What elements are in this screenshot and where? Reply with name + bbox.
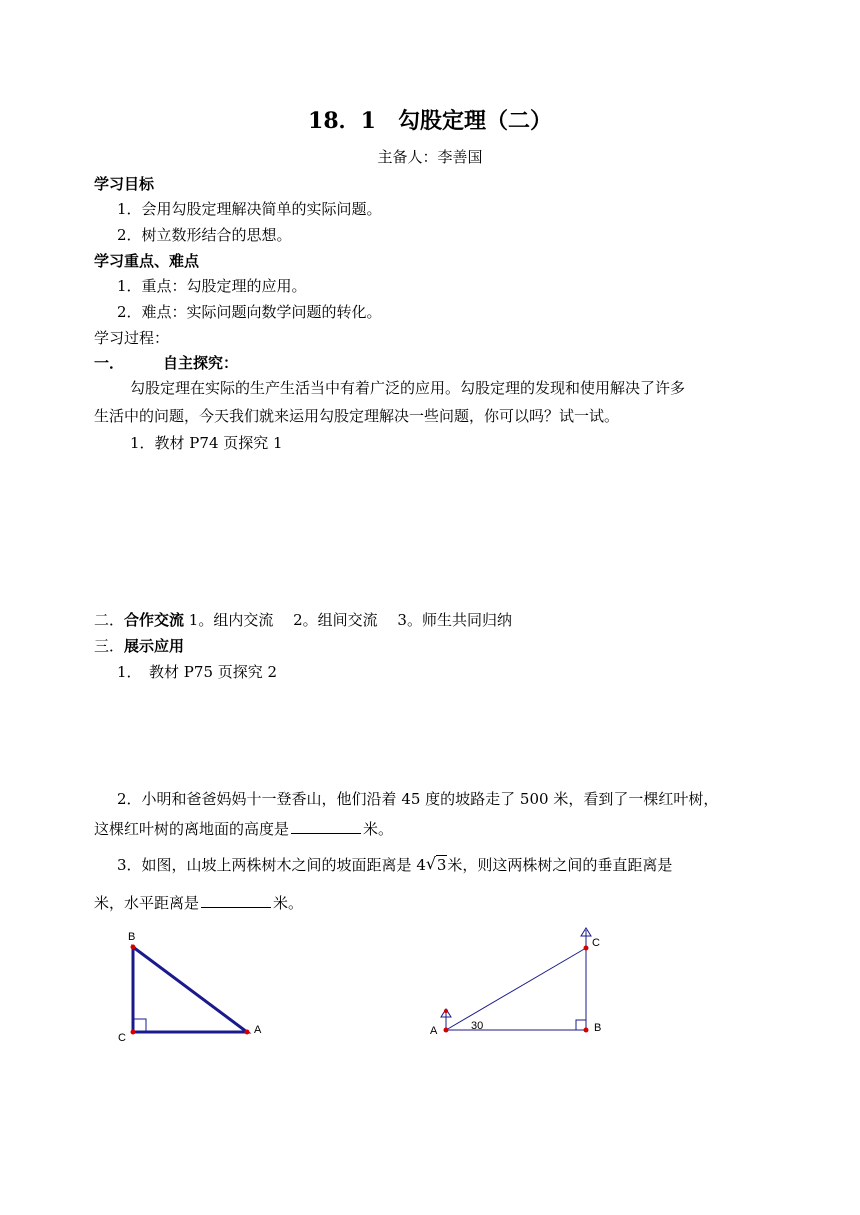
section-2-number: 二． bbox=[94, 611, 125, 629]
label-a: A bbox=[430, 1025, 438, 1037]
question-3-line-1 bbox=[117, 854, 673, 874]
question-2-line-2 bbox=[94, 819, 393, 837]
angle-label: 30 bbox=[471, 1020, 484, 1032]
triangle-bca bbox=[133, 947, 247, 1032]
label-b: B bbox=[594, 1022, 602, 1034]
author-line: 主备人：李善国 bbox=[377, 148, 483, 166]
question-2-unit: 米。 bbox=[363, 820, 394, 838]
label-a: A bbox=[254, 1024, 262, 1036]
question-3-text-c: 米，水平距离是 bbox=[94, 894, 200, 912]
section-2-title: 合作交流 bbox=[124, 611, 185, 629]
question-3-text-a: 3．如图，山坡上两株树木之间的坡面距离是 4 bbox=[117, 856, 426, 874]
question-3-unit: 米。 bbox=[273, 894, 304, 912]
vertex-a bbox=[444, 1028, 449, 1033]
question-3-line-2 bbox=[94, 893, 303, 911]
question-3-text-b: 米，则这两株树之间的垂直距离是 bbox=[447, 856, 673, 874]
intro-line-2: 生活中的问题，今天我们就来运用勾股定理解决一些问题，你可以吗？试一试。 bbox=[94, 407, 620, 425]
tree-a-dot bbox=[444, 1009, 448, 1013]
side-ac bbox=[446, 948, 586, 1030]
section-1-title: 自主探究： bbox=[163, 354, 239, 372]
label-b: B bbox=[128, 931, 136, 943]
section-2 bbox=[94, 613, 512, 628]
label-c: C bbox=[118, 1032, 126, 1044]
vertex-a bbox=[245, 1030, 250, 1035]
goal-2: 2．树立数形结合的思想。 bbox=[117, 226, 292, 244]
right-triangle-figure bbox=[425, 920, 610, 1045]
vertex-b bbox=[131, 945, 136, 950]
key-heading: 学习重点、难点 bbox=[94, 252, 200, 270]
key-2: 2．难点：实际问题向数学问题的转化。 bbox=[117, 303, 382, 321]
sqrt-expression: √ 3 bbox=[425, 854, 447, 874]
intro-line-1: 勾股定理在实际的生产生活当中有着广泛的应用。勾股定理的发现和使用解决了许多 bbox=[130, 379, 686, 397]
goal-1: 1．会用勾股定理解决简单的实际问题。 bbox=[117, 200, 382, 218]
label-c: C bbox=[592, 937, 600, 949]
section-2-items: 1。组内交流 2。组间交流 3。师生共同归纳 bbox=[184, 611, 512, 629]
process-label: 学习过程： bbox=[94, 329, 170, 347]
vertex-b bbox=[584, 1028, 589, 1033]
question-2-line-1: 2．小明和爸爸妈妈十一登香山，他们沿着 45 度的坡路走了 500 米，看到了一棵红叶树， bbox=[117, 790, 719, 808]
application-1: 1． 教材 P75 页探究 2 bbox=[117, 663, 278, 681]
answer-blank bbox=[291, 819, 361, 834]
key-1: 1．重点：勾股定理的应用。 bbox=[117, 277, 307, 295]
left-triangle-figure bbox=[110, 925, 270, 1050]
section-3-number: 三． bbox=[94, 637, 125, 655]
answer-blank bbox=[201, 893, 271, 908]
explore-1: 1．教材 P74 页探究 1 bbox=[130, 434, 283, 452]
question-2-text: 这棵红叶树的离地面的高度是 bbox=[94, 820, 290, 838]
page-title: 18．1 勾股定理（二） bbox=[308, 108, 552, 134]
vertex-c bbox=[131, 1030, 136, 1035]
section-1-number: 一． bbox=[94, 354, 125, 372]
right-angle-mark bbox=[133, 1019, 146, 1032]
goals-heading: 学习目标 bbox=[94, 175, 155, 193]
section-3-title: 展示应用 bbox=[124, 637, 185, 655]
section-3 bbox=[94, 639, 184, 654]
vertex-c bbox=[584, 946, 589, 951]
